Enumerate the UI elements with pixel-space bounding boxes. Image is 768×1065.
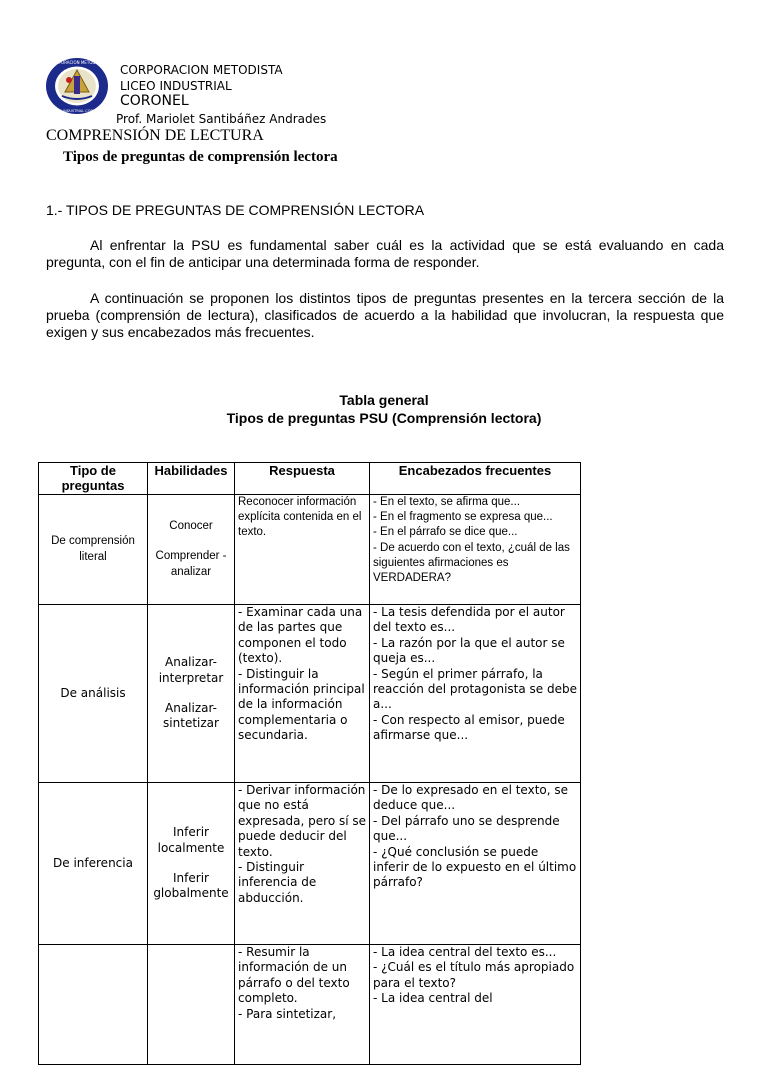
- row2-enc-1: - La tesis defendida por el autor del texto es...: [373, 605, 565, 635]
- header-tipo: Tipo de preguntas: [39, 463, 148, 495]
- row1-enc-2: - En el fragmento se expresa que...: [373, 511, 553, 524]
- paragraph-1-text: Al enfrentar la PSU es fundamental saber cuál es la actividad que se está evaluando en cada pregunta, con el fin de anticipar una determinada forma de responder.: [46, 237, 724, 270]
- row2-resp-1: - Examinar cada una de las partes que componen el todo (texto).: [238, 605, 363, 666]
- paragraph-2-text: A continuación se proponen los distintos tipos de preguntas presentes en la tercera sección de la prueba (comprensión de lectura), clasificados de acuerdo a la habilidad que involucran, la respuesta que exigen y sus encabezados más frecuentes.: [46, 290, 724, 340]
- row2-habilidades: [148, 605, 235, 783]
- header-encabezados: Encabezados frecuentes: [370, 463, 581, 495]
- row3-enc-1: - De lo expresado en el texto, se deduce que...: [373, 783, 569, 813]
- institution-line3: CORONEL: [120, 93, 189, 109]
- row4-encabezados: [370, 945, 581, 1065]
- school-logo: [44, 56, 110, 116]
- row3-respuesta: [235, 783, 370, 945]
- row2-tipo: [39, 605, 148, 783]
- question-types-table: [38, 462, 581, 1065]
- row4-habilidades: [148, 945, 235, 1065]
- paragraph-1: [46, 237, 724, 271]
- teacher-name: Prof. Mariolet Santibáñez Andrades: [116, 112, 327, 126]
- document-subtitle: Tipos de preguntas de comprensión lectora: [63, 149, 338, 165]
- row3-resp-1: - Derivar información que no está expresada, pero sí se puede deducir del texto.: [238, 783, 367, 859]
- row3-enc-2: - Del párrafo uno se desprende que...: [373, 813, 560, 844]
- row3-tipo-text: De inferencia: [53, 855, 133, 870]
- table-header-row: [39, 463, 581, 495]
- row2-enc-4: - Con respecto al emisor, puede afirmarse que...: [373, 712, 565, 743]
- table-row: [39, 783, 581, 945]
- logo-text-top: CORPORACION METODISTA: [49, 60, 105, 65]
- row4-resp-2: - Para sintetizar,: [238, 1006, 337, 1021]
- row3-resp-2: - Distinguir inferencia de abducción.: [238, 860, 317, 905]
- row2-resp-2: - Distinguir la información principal de la información complementaria o secundaria.: [238, 666, 365, 743]
- header-respuesta: Respuesta: [235, 463, 370, 495]
- row1-respuesta: [235, 495, 370, 605]
- row2-tipo-text: De análisis: [60, 685, 126, 700]
- row1-tipo: [39, 495, 148, 605]
- institution-line2: LICEO INDUSTRIAL: [120, 79, 232, 93]
- row4-enc-3: - La idea central del: [373, 991, 493, 1006]
- row3-tipo: [39, 783, 148, 945]
- row1-enc-3: - En el párrafo se dice que...: [373, 526, 518, 539]
- row1-enc-1: - En el texto, se afirma que...: [373, 496, 521, 508]
- row1-tipo-text: De comprensión literal: [51, 535, 135, 563]
- row2-encabezados: [370, 605, 581, 783]
- row1-encabezados: [370, 495, 581, 605]
- row3-habilidades: [148, 783, 235, 945]
- table-row: [39, 495, 581, 605]
- row3-hab-2: Inferir globalmente: [153, 871, 229, 901]
- row3-enc-3: - ¿Qué conclusión se puede inferir de lo expuesto en el último párrafo?: [373, 844, 577, 890]
- header-habilidades: Habilidades: [148, 463, 235, 495]
- row3-encabezados: [370, 783, 581, 945]
- paragraph-2: [46, 290, 724, 341]
- row1-habilidades: [148, 495, 235, 605]
- logo-text-bottom: LICEO INDUSTRIAL CORONEL: [51, 109, 103, 113]
- section-heading: 1.- TIPOS DE PREGUNTAS DE COMPRENSIÓN LECTORA: [46, 202, 425, 218]
- row4-resp-1: - Resumir la información de un párrafo o del texto completo.: [238, 945, 350, 1006]
- row2-respuesta: [235, 605, 370, 783]
- table-title: Tabla general: [339, 392, 429, 408]
- row2-enc-3: - Según el primer párrafo, la reacción del protagonista se debe a...: [373, 666, 578, 712]
- row1-resp-1: Reconocer información explícita contenida en el texto.: [238, 496, 362, 539]
- row4-enc-1: - La idea central del texto es...: [373, 945, 557, 959]
- row2-hab-1: Analizar-interpretar: [158, 655, 224, 685]
- row4-enc-2: - ¿Cuál es el título más apropiado para el texto?: [373, 960, 575, 990]
- table-subtitle: Tipos de preguntas PSU (Comprensión lectora): [226, 410, 542, 426]
- row1-hab-2: Comprender -analizar: [155, 550, 227, 578]
- row2-hab-2: Analizar-sintetizar: [163, 701, 219, 731]
- document-title: COMPRENSIÓN DE LECTURA: [46, 127, 264, 144]
- row4-tipo: [39, 945, 148, 1065]
- row2-enc-2: - La razón por la que el autor se queja es...: [373, 635, 565, 666]
- table-row: [39, 605, 581, 783]
- row1-enc-4: - De acuerdo con el texto, ¿cuál de las siguientes afirmaciones es VERDADERA?: [373, 541, 570, 585]
- institution-line1: CORPORACION METODISTA: [120, 63, 283, 77]
- table-row: [39, 945, 581, 1065]
- row1-hab-1: Conocer: [169, 520, 213, 533]
- row4-respuesta: [235, 945, 370, 1065]
- row3-hab-1: Inferir localmente: [157, 825, 225, 855]
